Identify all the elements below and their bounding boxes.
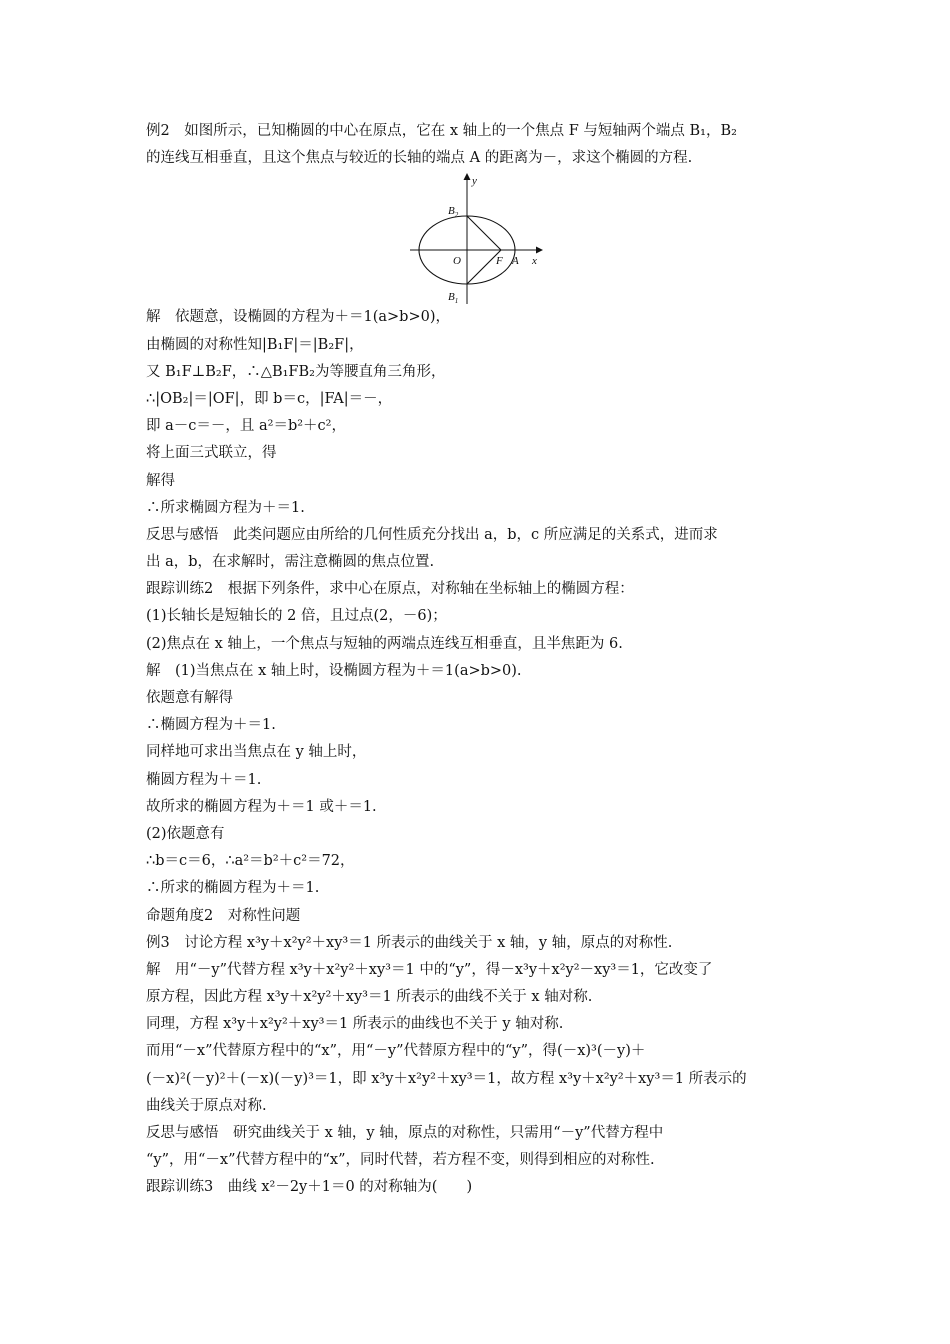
text-line: 而用“－x”代替原方程中的“x”，用“－y”代替原方程中的“y”，得(－x)³(－y)＋: [146, 1043, 646, 1060]
text-line: ∴所求椭圆方程为＋＝1.: [146, 499, 305, 516]
text-line: ∴所求的椭圆方程为＋＝1.: [146, 880, 320, 897]
label-b2: $B_2$: [448, 205, 459, 220]
label-x: x: [532, 255, 537, 268]
text-line: (2)依题意有: [146, 825, 225, 842]
text-line: 曲线关于原点对称.: [146, 1097, 267, 1114]
text-line: 反思与感悟 研究曲线关于 x 轴，y 轴，原点的对称性，只需用“－y”代替方程中: [146, 1125, 664, 1141]
ellipse-figure: [146, 172, 810, 304]
ellipse-diagram: [410, 172, 546, 304]
text-line: 解 用“－y”代替方程 x³y＋x²y²＋xy³＝1 中的“y”，得－x³y＋x²y²－xy³＝1，它改变了: [146, 961, 713, 978]
text-line: 出 a，b，在求解时，需注意椭圆的焦点位置.: [146, 554, 435, 571]
text-line: 例3 讨论方程 x³y＋x²y²＋xy³＝1 所表示的曲线关于 x 轴，y 轴，原点的对称性.: [146, 934, 673, 951]
label-a: A: [512, 255, 519, 268]
text-line: 原方程，因此方程 x³y＋x²y²＋xy³＝1 所表示的曲线不关于 x 轴对称.: [146, 989, 593, 1006]
text-line: 解 (1)当焦点在 x 轴上时，设椭圆方程为＋＝1(a>b>0).: [146, 662, 522, 679]
text-line: 由椭圆的对称性知|B₁F|＝|B₂F|，: [146, 336, 364, 353]
text-line: 的连线互相垂直，且这个焦点与较近的长轴的端点 A 的距离为－，求这个椭圆的方程.: [146, 150, 693, 167]
example-2-statement: [146, 118, 810, 172]
text-line: ∴b＝c＝6，∴a²＝b²＋c²＝72，: [146, 853, 355, 870]
text-line: 依题意有解得: [146, 690, 233, 706]
text-line: ∴椭圆方程为＋＝1.: [146, 717, 276, 734]
text-line: 又 B₁F⊥B₂F，∴△B₁FB₂为等腰直角三角形，: [146, 363, 446, 380]
text-line: 反思与感悟 此类问题应由所给的几何性质充分找出 a，b，c 所应满足的关系式，进而求: [146, 526, 718, 543]
text-line: (1)长轴长是短轴长的 2 倍，且过点(2，－6)；: [146, 608, 447, 625]
text-line: 例2 如图所示，已知椭圆的中心在原点，它在 x 轴上的一个焦点 F 与短轴两个端点 B₁，B₂: [146, 123, 737, 139]
document-body: [146, 118, 810, 1202]
text-line: 即 a－c＝－，且 a²＝b²＋c²，: [146, 418, 346, 435]
text-line: 椭圆方程为＋＝1.: [146, 771, 262, 788]
text-line: 命题角度2 对称性问题: [146, 907, 301, 924]
text-line: (2)焦点在 x 轴上，一个焦点与短轴的两端点连线互相垂直，且半焦距为 6.: [146, 635, 623, 652]
text-line: 解 依题意，设椭圆的方程为＋＝1(a>b>0)，: [146, 309, 450, 326]
text-line: 同理，方程 x³y＋x²y²＋xy³＝1 所表示的曲线也不关于 y 轴对称.: [146, 1016, 564, 1033]
text-line: “y”，用“－x”代替方程中的“x”，同时代替，若方程不变，则得到相应的对称性.: [146, 1152, 655, 1169]
text-line: (－x)²(－y)²＋(－x)(－y)³＝1，即 x³y＋x²y²＋xy³＝1，故方程 x³y＋x²y²＋xy³＝1 所表示的: [146, 1070, 747, 1087]
text-line: 将上面三式联立，得: [146, 445, 277, 462]
solution-and-exercises: [146, 304, 810, 1201]
label-b1: $B_1$: [448, 291, 459, 305]
text-line: 跟踪训练2 根据下列条件，求中心在原点，对称轴在坐标轴上的椭圆方程：: [146, 581, 634, 598]
text-line: 同样地可求出当焦点在 y 轴上时，: [146, 744, 367, 761]
text-line: 故所求的椭圆方程为＋＝1 或＋＝1.: [146, 798, 377, 815]
text-line: 解得: [146, 472, 175, 489]
label-o: O: [453, 255, 461, 268]
label-y: y: [472, 175, 477, 188]
text-line: 跟踪训练3 曲线 x²－2y＋1＝0 的对称轴为( ): [146, 1179, 473, 1196]
text-line: ∴|OB₂|＝|OF|，即 b＝c，|FA|＝－，: [146, 390, 393, 407]
segment-b2-f: [467, 216, 501, 250]
label-f: F: [496, 255, 503, 268]
